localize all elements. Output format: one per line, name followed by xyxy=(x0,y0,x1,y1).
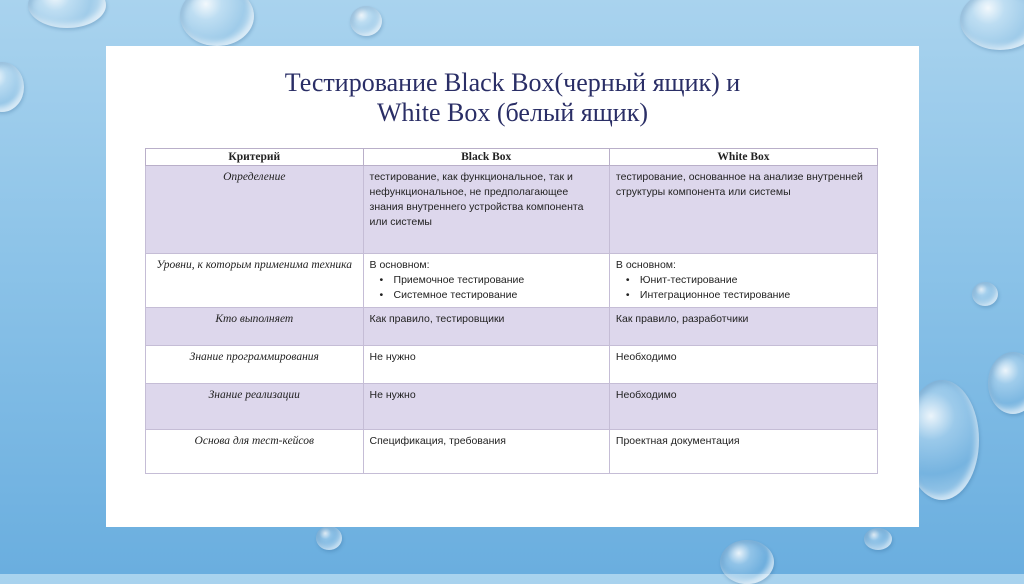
white-box-cell: тестирование, основанное на анализе внутренней структуры компонента или системы xyxy=(609,166,877,254)
water-drop-decoration xyxy=(350,6,382,36)
bullet-list xyxy=(370,273,603,303)
criterion-cell: Знание программирования xyxy=(146,346,364,384)
table-row xyxy=(146,346,878,384)
water-drop-decoration xyxy=(988,352,1024,414)
list-item: • Системное тестирование xyxy=(394,288,603,303)
criterion-cell: Основа для тест-кейсов xyxy=(146,430,364,474)
criterion-cell: Знание реализации xyxy=(146,384,364,430)
list-item: • Приемочное тестирование xyxy=(394,273,603,288)
table-header-row xyxy=(146,149,878,166)
water-drop-decoration xyxy=(864,528,892,550)
title-line-1: Тестирование Black Box(черный ящик) и xyxy=(284,68,741,97)
header-black-box: Black Box xyxy=(363,149,609,166)
black-box-cell: Не нужно xyxy=(363,384,609,430)
black-box-cell: Как правило, тестировщики xyxy=(363,308,609,346)
list-item: • Интеграционное тестирование xyxy=(640,288,871,303)
white-box-cell: Как правило, разработчики xyxy=(609,308,877,346)
slide-content xyxy=(106,46,919,527)
list-intro: В основном: xyxy=(615,259,676,271)
criterion-cell: Кто выполняет xyxy=(146,308,364,346)
title-line-2: White Box (белый ящик) xyxy=(377,98,648,127)
header-white-box: White Box xyxy=(609,149,877,166)
water-drop-decoration xyxy=(720,540,774,584)
table-row xyxy=(146,430,878,474)
bullet-list xyxy=(616,273,871,303)
header-criterion: Критерий xyxy=(146,149,364,166)
black-box-cell xyxy=(363,254,609,308)
table-row xyxy=(146,254,878,308)
water-drop-decoration xyxy=(0,62,24,112)
criterion-cell: Уровни, к которым применима техника xyxy=(146,254,364,308)
white-box-cell xyxy=(609,254,877,308)
table-row xyxy=(146,384,878,430)
water-drop-decoration xyxy=(180,0,254,46)
white-box-cell: Необходимо xyxy=(609,346,877,384)
criterion-cell: Определение xyxy=(146,166,364,254)
water-drop-decoration xyxy=(972,282,998,306)
slide-title xyxy=(106,68,919,128)
list-intro: В основном: xyxy=(369,259,430,271)
list-item: • Юнит-тестирование xyxy=(640,273,871,288)
water-drop-decoration xyxy=(316,526,342,550)
water-drop-decoration xyxy=(28,0,106,28)
black-box-cell: тестирование, как функциональное, так и нефункциональное, не предполагающее знания внутреннего устройства компонента или системы xyxy=(363,166,609,254)
table-row xyxy=(146,166,878,254)
black-box-cell: Спецификация, требования xyxy=(363,430,609,474)
black-box-cell: Не нужно xyxy=(363,346,609,384)
water-drop-decoration xyxy=(960,0,1024,50)
white-box-cell: Проектная документация xyxy=(609,430,877,474)
white-box-cell: Необходимо xyxy=(609,384,877,430)
table-row xyxy=(146,308,878,346)
comparison-table xyxy=(145,148,878,474)
